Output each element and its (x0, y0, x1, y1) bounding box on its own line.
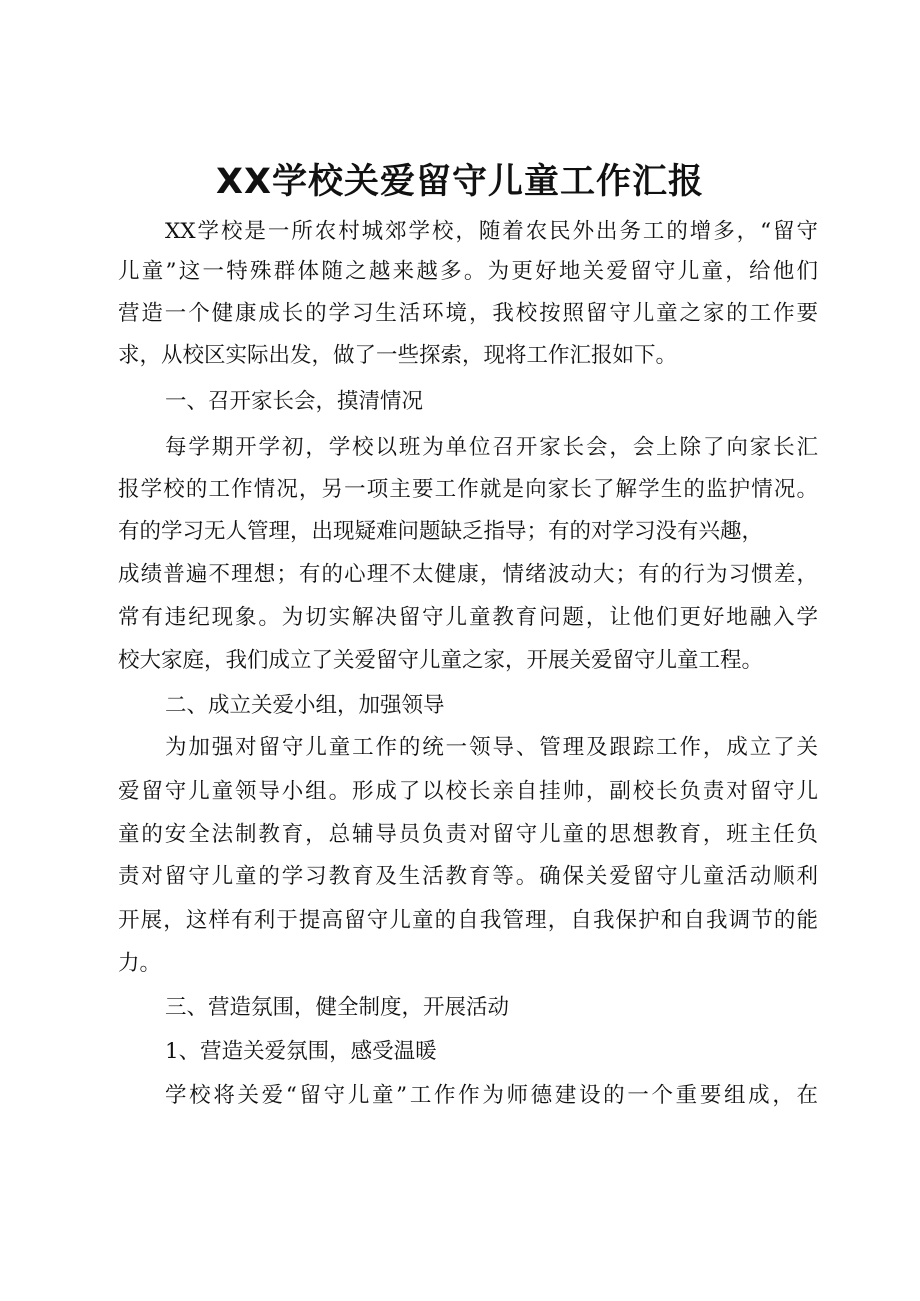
paragraph-1-line-1: XX学校是一所农村城郊学校，随着农民外出务工的增多，“留守 (165, 219, 818, 244)
paragraph-2-line-2: 报学校的工作情况，另一项主要工作就是向家长了解学生的监护情况。 (118, 477, 818, 502)
paragraph-3-line-5: 开展，这样有利于提高留守儿童的自我管理，自我保护和自我调节的能 (118, 908, 818, 933)
paragraph-3-line-6: 力。 (118, 951, 162, 976)
paragraph-4-line-1: 学校将关爱“留守儿童”工作作为师德建设的一个重要组成，在 (165, 1083, 818, 1108)
document-title: XX学校关爱留守儿童工作汇报 (216, 162, 704, 202)
paragraph-3-line-1: 为加强对留守儿童工作的统一领导、管理及跟踪工作，成立了关 (165, 735, 818, 760)
paragraph-2-line-1: 每学期开学初，学校以班为单位召开家长会，会上除了向家长汇 (165, 435, 818, 460)
paragraph-2-line-4: 成绩普遍不理想；有的心理不太健康，情绪波动大；有的行为习惯差， (118, 562, 818, 587)
section-heading-3: 三、营造氛围，健全制度，开展活动 (165, 995, 510, 1020)
paragraph-2-line-3: 有的学习无人管理，出现疑难问题缺乏指导；有的对学习没有兴趣， (118, 519, 764, 544)
paragraph-2-line-6: 校大家庭，我们成立了关爱留守儿童之家，开展关爱留守儿童工程。 (118, 648, 764, 673)
paragraph-2-line-5: 常有违纪现象。为切实解决留守儿童教育问题，让他们更好地融入学 (118, 605, 818, 630)
section-heading-1: 一、召开家长会，摸清情况 (165, 389, 424, 414)
section-heading-2: 二、成立关爱小组，加强领导 (165, 693, 445, 718)
subsection-heading-1: 1、营造关爱氛围，感受温暖 (165, 1039, 437, 1064)
paragraph-1-line-3: 营造一个健康成长的学习生活环境，我校按照留守儿童之家的工作要 (118, 301, 818, 326)
paragraph-1-line-4: 求，从校区实际出发，做了一些探索，现将工作汇报如下。 (118, 343, 678, 368)
paragraph-1-line-2: 儿童”这一特殊群体随之越来越多。为更好地关爱留守儿童，给他们 (118, 259, 818, 284)
paragraph-3-line-3: 童的安全法制教育，总辅导员负责对留守儿童的思想教育，班主任负 (118, 822, 818, 847)
paragraph-3-line-4: 责对留守儿童的学习教育及生活教育等。确保关爱留守儿童活动顺利 (118, 864, 818, 889)
paragraph-3-line-2: 爱留守儿童领导小组。形成了以校长亲自挂帅，副校长负责对留守儿 (118, 779, 818, 804)
